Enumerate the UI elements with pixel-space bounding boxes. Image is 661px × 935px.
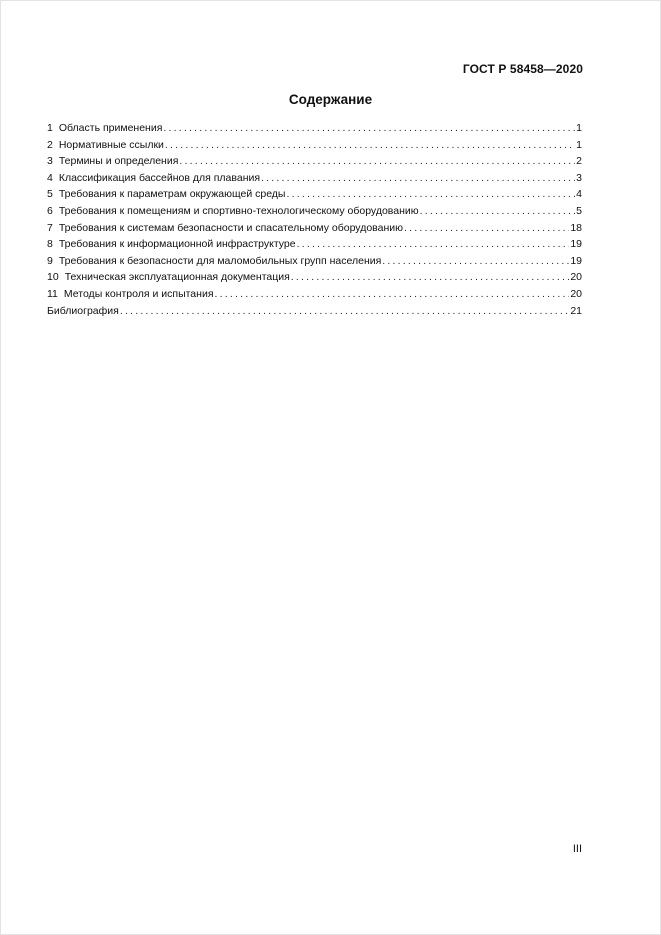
toc-entry-page: 19 — [570, 238, 582, 251]
toc-entry[interactable] — [47, 236, 582, 253]
toc-entry-number: 7 — [47, 221, 53, 234]
toc-entry[interactable] — [47, 137, 582, 154]
toc-entry-page: 5 — [576, 204, 582, 217]
toc-dot-leader — [291, 269, 570, 286]
toc-entry-title: Нормативные ссылки — [58, 138, 164, 151]
toc-entry[interactable] — [47, 186, 582, 203]
table-of-contents — [47, 120, 582, 319]
toc-dot-leader — [120, 303, 569, 320]
toc-dot-leader — [163, 120, 575, 137]
toc-entry-title: Область применения — [58, 122, 163, 134]
toc-dot-leader — [404, 220, 569, 237]
toc-entry[interactable] — [47, 203, 582, 220]
toc-entry-title: Требования к безопасности для маломобильных групп населения — [58, 254, 382, 267]
toc-dot-leader — [297, 236, 570, 253]
toc-entry-title: Техническая эксплуатационная документация — [64, 271, 290, 284]
toc-dot-leader — [286, 186, 575, 203]
toc-entry[interactable] — [47, 170, 582, 187]
toc-entry-page: 20 — [570, 287, 582, 300]
toc-entry-number: 8 — [47, 238, 53, 251]
toc-entry-number: 4 — [47, 171, 53, 184]
toc-entry-page: 1 — [576, 122, 582, 134]
toc-entry-number: 6 — [47, 204, 53, 217]
toc-entry-page: 19 — [570, 254, 582, 267]
toc-entry-title: Методы контроля и испытания — [63, 287, 214, 300]
toc-entry[interactable] — [47, 120, 582, 137]
page-number: III — [572, 843, 582, 855]
toc-title: Содержание — [288, 92, 373, 107]
toc-entry-number: 1 — [47, 122, 53, 134]
toc-dot-leader — [179, 153, 575, 170]
toc-entry-page: 3 — [576, 171, 582, 184]
toc-entry[interactable] — [47, 269, 582, 286]
toc-entry-page: 2 — [576, 155, 582, 168]
toc-entry-title: Термины и определения — [58, 155, 179, 168]
toc-entry-number: 11 — [47, 287, 58, 300]
toc-entry-bibliography[interactable] — [47, 303, 582, 320]
toc-entry-number: 2 — [47, 138, 53, 151]
toc-entry[interactable] — [47, 220, 582, 237]
toc-entry[interactable] — [47, 286, 582, 303]
toc-dot-leader — [420, 203, 576, 220]
toc-entry-page: 1 — [576, 138, 582, 151]
document-id: ГОСТ Р 58458—2020 — [462, 62, 583, 76]
toc-entry-number: 9 — [47, 254, 53, 267]
toc-entry-number: 10 — [47, 271, 59, 284]
toc-entry[interactable] — [47, 253, 582, 270]
toc-entry-page: 18 — [570, 221, 582, 234]
toc-entry-title: Требования к параметрам окружающей среды — [58, 188, 286, 201]
toc-entry-title: Библиография — [47, 304, 119, 317]
toc-entry-number: 3 — [47, 155, 53, 168]
toc-entry-title: Требования к информационной инфраструктуре — [58, 238, 296, 251]
toc-entry-number: 5 — [47, 188, 53, 201]
toc-dot-leader — [215, 286, 570, 303]
toc-entry[interactable] — [47, 153, 582, 170]
toc-dot-leader — [165, 137, 575, 154]
toc-dot-leader — [382, 253, 569, 270]
toc-dot-leader — [261, 170, 575, 187]
toc-entry-title: Требования к системам безопасности и спасательному оборудованию — [58, 221, 404, 234]
toc-entry-page: 4 — [576, 188, 582, 201]
toc-entry-page: 20 — [570, 271, 582, 284]
toc-entry-page: 21 — [570, 304, 582, 317]
toc-entry-title: Требования к помещениям и спортивно-технологическому оборудованию — [58, 204, 419, 217]
toc-entry-title: Классификация бассейнов для плавания — [58, 171, 261, 184]
